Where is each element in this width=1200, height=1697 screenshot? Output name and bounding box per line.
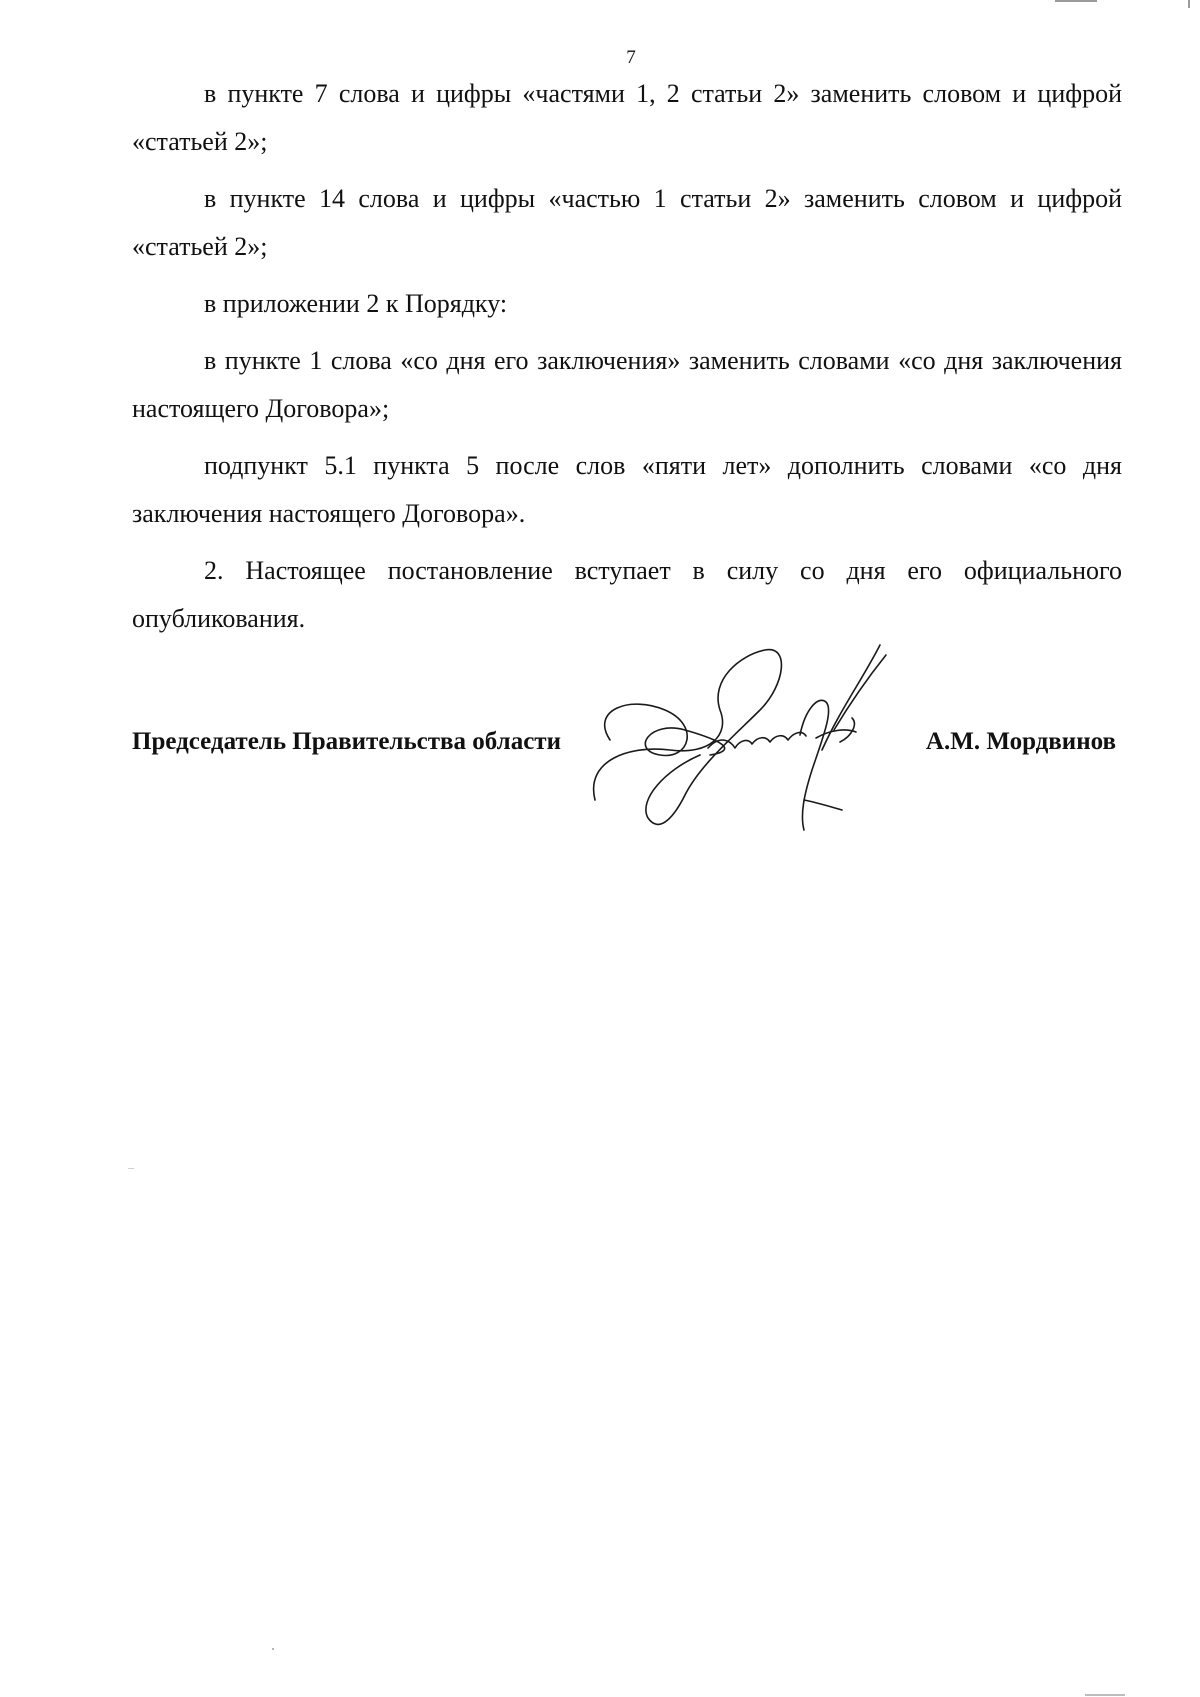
signatory-name: А.М. Мордвинов <box>925 728 1116 755</box>
document-body <box>132 70 1122 652</box>
paragraph-5: подпункт 5.1 пункта 5 после слов «пяти лет» дополнить словами «со дня заключения настоящего Договора». <box>132 451 1122 528</box>
scan-artifact-top-right-edge <box>1188 0 1190 8</box>
page-number: 7 <box>626 47 636 68</box>
paragraph-3: в приложении 2 к Порядку: <box>204 289 508 318</box>
handwritten-signature <box>590 640 950 840</box>
signatory-position: Председатель Правительства области <box>132 728 561 755</box>
scan-artifact-bottom-right <box>1085 1694 1125 1696</box>
scan-artifact-bottom-dot <box>272 1648 274 1650</box>
scan-artifact-left-dot <box>128 1168 134 1169</box>
paragraph-6: 2. Настоящее постановление вступает в силу со дня его официального опубликования. <box>132 556 1122 633</box>
paragraph-4: в пункте 1 слова «со дня его заключения» заменить словами «со дня заключения настоящего Договора»; <box>132 346 1122 423</box>
paragraph-1: в пункте 7 слова и цифры «частями 1, 2 статьи 2» заменить словом и цифрой «статьей 2»; <box>132 79 1122 156</box>
scan-artifact-top-right <box>1055 0 1097 2</box>
paragraph-2: в пункте 14 слова и цифры «частью 1 статьи 2» заменить словом и цифрой «статьей 2»; <box>132 184 1122 261</box>
